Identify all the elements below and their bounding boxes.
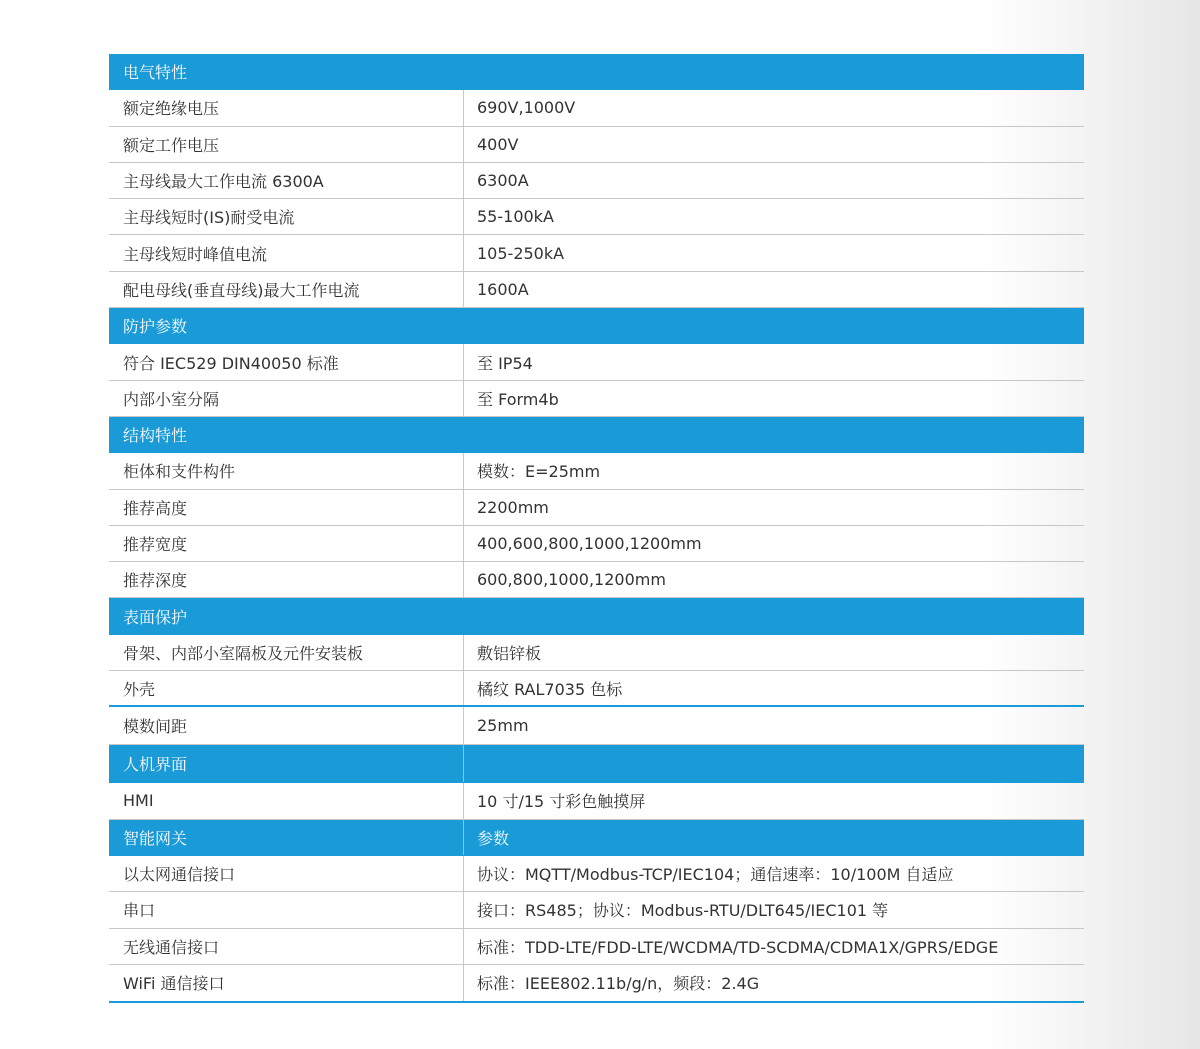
spec-table [109,54,1084,1003]
row-value: 协议：MQTT/Modbus-TCP/IEC104；通信速率：10/100M 自适应 [477,865,954,885]
table-row [109,199,1084,235]
section-title: 结构特性 [123,426,188,446]
row-key: 推荐深度 [109,562,464,597]
section-title: 防护参数 [123,317,188,337]
row-value: 55-100kA [477,207,554,227]
section-title-value [464,417,1084,452]
table-row [109,635,1084,671]
table-row [109,490,1084,526]
row-value: 标准：IEEE802.11b/g/n，频段：2.4G [477,974,760,994]
table-row [109,272,1084,308]
row-key: 内部小室分隔 [109,381,464,416]
row-key: 模数间距 [109,707,464,744]
row-value: 10 寸/15 寸彩色触摸屏 [477,792,646,812]
row-value: 至 IP54 [477,353,533,373]
row-key: 推荐宽度 [109,526,464,561]
table-row [109,453,1084,489]
row-key: 串口 [109,892,464,927]
row-key: 无线通信接口 [109,929,464,964]
row-key: 符合 IEC529 DIN40050 标准 [109,344,464,379]
section-title-value [464,598,1084,633]
row-value: 400,600,800,1000,1200mm [477,534,702,553]
section-header-hmi [109,745,1084,783]
row-value: 25mm [477,716,529,736]
section-title-value [464,308,1084,343]
row-value: 1600A [477,279,529,299]
row-value: 2200mm [477,497,549,517]
row-value: 400V [477,134,519,154]
section-title: 表面保护 [123,607,188,627]
table-row [109,671,1084,707]
section-header-surface [109,598,1084,634]
table-row [109,929,1084,965]
row-key: 主母线短时(IS)耐受电流 [109,199,464,234]
section-title: 电气特性 [123,63,188,83]
section-title: 智能网关 [109,820,464,855]
row-key: 骨架、内部小室隔板及元件安装板 [109,635,464,670]
row-value: 模数：E=25mm [477,462,601,482]
table-row [109,526,1084,562]
table-row [109,562,1084,598]
table-row [109,892,1084,928]
row-value: 橘纹 RAL7035 色标 [477,679,623,699]
table-row [109,235,1084,271]
table-row [109,783,1084,819]
table-row [109,707,1084,745]
row-value: 敷铝锌板 [477,643,542,663]
section-header-structure [109,417,1084,453]
table-row [109,163,1084,199]
row-key: 外壳 [109,671,464,705]
section-header-protection [109,308,1084,344]
section-title-value [464,745,1084,782]
table-row [109,344,1084,380]
row-key: 额定绝缘电压 [109,90,464,125]
row-key: 配电母线(垂直母线)最大工作电流 [109,272,464,307]
row-value: 6300A [477,171,529,191]
section-header-electrical [109,54,1084,90]
row-key: 推荐高度 [109,490,464,525]
section-header-gateway [109,820,1084,856]
table-row [109,856,1084,892]
row-key: 主母线短时峰值电流 [109,235,464,270]
table-row [109,90,1084,126]
section-title: 人机界面 [109,745,464,782]
row-value: 690V,1000V [477,98,576,118]
row-value: 标准：TDD-LTE/FDD-LTE/WCDMA/TD-SCDMA/CDMA1X/GPRS/EDGE [477,937,999,957]
row-value: 接口：RS485；协议：Modbus-RTU/DLT645/IEC101 等 [477,901,889,921]
row-key: 柜体和支件构件 [109,453,464,488]
table-row [109,381,1084,417]
section-title-value: 参数 [477,828,510,848]
row-key: WiFi 通信接口 [109,965,464,1001]
table-row [109,965,1084,1003]
section-title-value [464,54,1084,89]
row-key: 主母线最大工作电流 6300A [109,163,464,198]
row-value: 600,800,1000,1200mm [477,570,666,590]
table-row [109,127,1084,163]
row-value: 105-250kA [477,243,565,263]
row-key: HMI [109,783,464,818]
row-value: 至 Form4b [477,389,559,409]
row-key: 以太网通信接口 [109,856,464,891]
row-key: 额定工作电压 [109,127,464,162]
